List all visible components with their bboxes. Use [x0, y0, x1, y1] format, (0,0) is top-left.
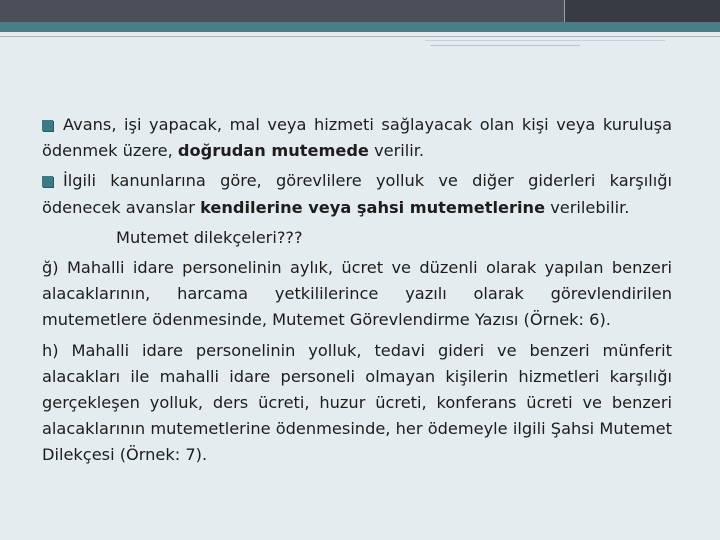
paragraph-text: Avans, işi yapacak, mal veya hizmeti sağlayacak olan kişi veya kuruluşa ödenmek üzere, — [42, 115, 672, 161]
square-bullet-icon — [42, 120, 53, 131]
paragraph-bold-text: kendilerine veya şahsi mutemetlerine — [200, 197, 546, 217]
paragraph-text: verilir. — [368, 141, 425, 161]
square-bullet-icon — [42, 176, 53, 187]
paragraph-mutemet-dilekceleri: Mutemet dilekçeleri??? — [116, 227, 303, 247]
paragraph-item-h: h) Mahalli idare personelinin yolluk, tedavi gideri ve benzeri münferit alacakları ile mahalli idare personeli olmayan kişilerin hizmetleri karşılığı gerçekleşen yolluk, ders ücreti, huzur ücreti, konferans ücreti ve benzeri alacaklarının mutemetlerine ödenmesinde, her ödemeyle ilgili Şahsi Mutemet Dilekçesi (Örnek: 7). — [42, 340, 672, 465]
header-dark-block — [564, 0, 720, 22]
paragraph-item-g: ğ) Mahalli idare personelinin aylık, ücret ve düzenli olarak yapılan benzeri alacaklarının, harcama yetkililerince yazılı olarak görevlendirilen mutemetlere ödenmesinde, Mutemet Görevlendirme Yazısı (Örnek: 6). — [42, 258, 672, 330]
paragraph-ilgili-kanun — [42, 168, 672, 220]
paragraph-bold-text: doğrudan mutemede — [177, 141, 369, 161]
header-bar — [0, 0, 720, 22]
header-accent-band — [0, 22, 720, 32]
slide-body — [42, 112, 672, 469]
paragraph-text: İlgili kanunlarına göre, görevlilere yolluk ve diğer giderleri karşılığı ödenecek avanslar — [42, 171, 672, 217]
decorative-lines — [0, 32, 720, 52]
paragraph-text: verilebilir. — [545, 197, 630, 217]
paragraph-avans — [42, 112, 672, 164]
